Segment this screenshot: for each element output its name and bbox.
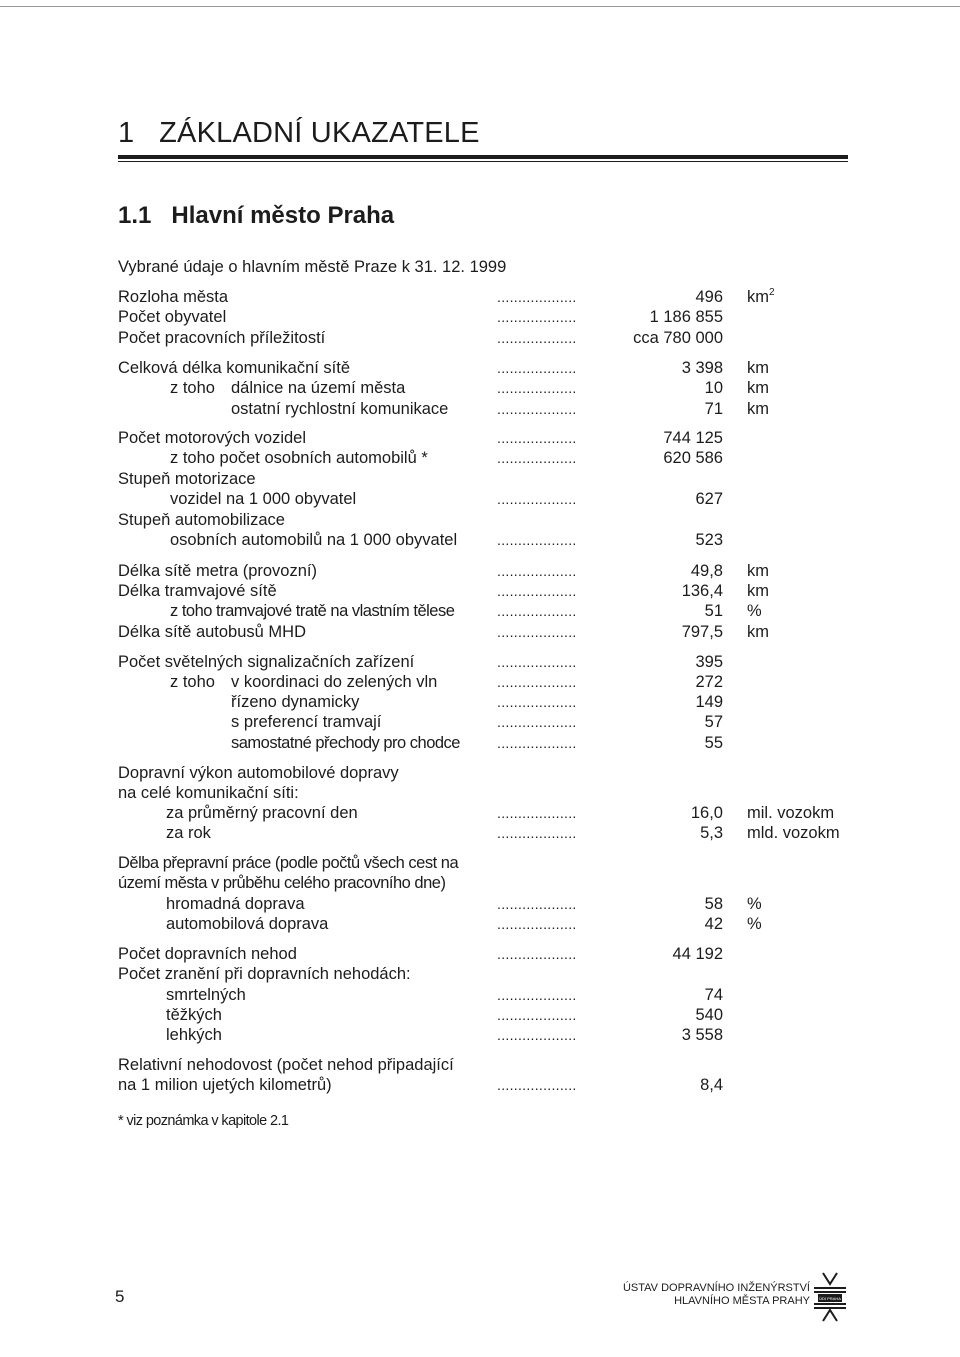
logo-text: ÚDI PRAHA [819,1296,841,1301]
leader-dots: ................... [497,491,577,507]
indicator-row [0,803,960,824]
indicator-row [0,672,960,693]
indicator-row [0,1025,960,1046]
title-rule-thin [118,161,848,162]
indicator-row [0,328,960,349]
indicator-label: Stupeň motorizace [118,470,256,488]
indicator-label: za rok [166,824,211,842]
indicator-label: z toho [170,379,215,397]
indicator-row [0,652,960,673]
indicator-heading [0,783,960,804]
leader-dots: ................... [497,401,577,417]
indicator-label: na 1 milion ujetých kilometrů) [118,1076,332,1094]
indicator-row [0,601,960,622]
indicator-heading [0,763,960,784]
indicator-label: vozidel na 1 000 obyvatel [170,490,357,508]
section-title: 1.1 Hlavní město Praha [118,202,395,229]
title-rule-thick [118,155,848,159]
indicator-label: Dělba přepravní práce (podle počtů všech cest na [118,854,459,872]
leader-dots: ................... [497,430,577,446]
organization-name: ÚSTAV DOPRAVNÍHO INŽENÝRSTVÍ [622,1282,810,1294]
indicator-value: 149 [695,693,723,711]
indicator-row [0,307,960,328]
leader-dots: ................... [497,1007,577,1023]
leader-dots: ................... [497,563,577,579]
indicator-value: 744 125 [663,429,723,447]
leader-dots: ................... [497,916,577,932]
leader-dots: ................... [497,896,577,912]
indicator-row [0,692,960,713]
indicator-value: 523 [695,531,723,549]
indicator-row [0,561,960,582]
indicator-value: cca 780 000 [633,329,723,347]
indicator-heading [0,873,960,894]
indicator-value: 8,4 [700,1076,723,1094]
indicator-label: Relativní nehodovost (počet nehod připadající [118,1056,454,1074]
indicator-label: z toho tramvajové tratě na vlastním tělese [170,602,455,620]
indicator-label: Počet pracovních příležitostí [118,329,326,347]
indicator-row [0,1005,960,1026]
indicator-label: za průměrný pracovní den [166,804,358,822]
indicator-label: na celé komunikační síti: [118,784,299,802]
indicator-value: 272 [695,673,723,691]
indicator-label: Počet dopravních nehod [118,945,297,963]
indicator-row [0,712,960,733]
indicator-row [0,733,960,754]
organization-name-line2: HLAVNÍHO MĚSTA PRAHY [674,1295,810,1307]
leader-dots: ................... [497,624,577,640]
indicator-label: území města v průběhu celého pracovního dne) [118,874,446,892]
leader-dots: ................... [497,825,577,841]
indicator-value: 1 186 855 [649,308,723,326]
indicator-value: 51 [704,602,723,620]
leader-dots: ................... [497,309,577,325]
indicator-value: 16,0 [690,804,723,822]
indicator-value: 49,8 [690,562,723,580]
indicator-value: 57 [704,713,723,731]
udi-logo-icon [812,1268,848,1324]
indicator-label: s preferencí tramvají [231,713,382,731]
indicator-unit: mil. vozokm [747,804,835,822]
leader-dots: ................... [497,987,577,1003]
indicator-value: 540 [695,1006,723,1024]
table-caption: Vybrané údaje o hlavním městě Praze k 31. 12. 1999 [118,258,507,276]
indicator-label: z toho [170,673,215,691]
indicator-unit: km [747,582,769,600]
indicator-label: ostatní rychlostní komunikace [231,400,449,418]
indicator-heading [0,964,960,985]
footnote: * viz poznámka v kapitole 2.1 [118,1113,289,1129]
indicator-value: 395 [695,653,723,671]
indicator-label: Dopravní výkon automobilové dopravy [118,764,399,782]
indicator-row [0,985,960,1006]
indicator-row [0,894,960,915]
indicator-label: osobních automobilů na 1 000 obyvatel [170,531,458,549]
indicator-heading [0,853,960,874]
leader-dots: ................... [497,603,577,619]
top-edge-rule [0,6,960,7]
indicator-label: Stupeň automobilizace [118,511,285,529]
indicator-unit: km [747,562,769,580]
indicator-label: automobilová doprava [166,915,329,933]
indicator-heading [0,1055,960,1076]
indicator-value: 74 [704,986,723,1004]
indicator-value: 5,3 [700,824,723,842]
leader-dots: ................... [497,946,577,962]
indicator-row [0,378,960,399]
indicator-row [0,428,960,449]
indicator-label: lehkých [166,1026,222,1044]
indicator-value: 58 [704,895,723,913]
indicator-value: 10 [704,379,723,397]
leader-dots: ................... [497,1027,577,1043]
leader-dots: ................... [497,380,577,396]
indicator-heading [0,469,960,490]
indicator-value: 620 586 [663,449,723,467]
leader-dots: ................... [497,450,577,466]
leader-dots: ................... [497,694,577,710]
indicator-unit: km [747,623,769,641]
indicator-sublabel: v koordinaci do zelených vln [231,673,438,691]
indicator-row [0,358,960,379]
leader-dots: ................... [497,1077,577,1093]
leader-dots: ................... [497,735,577,751]
indicator-label: Počet motorových vozidel [118,429,307,447]
indicator-unit: km [747,379,769,397]
indicator-unit: $km^2$ [747,287,775,306]
indicator-row [0,914,960,935]
indicator-value: 627 [695,490,723,508]
indicator-row [0,448,960,469]
leader-dots: ................... [497,714,577,730]
indicator-label: Rozloha města [118,288,229,306]
indicator-value: 136,4 [681,582,723,600]
indicator-row [0,944,960,965]
indicator-heading [0,510,960,531]
indicator-label: hromadná doprava [166,895,305,913]
indicator-row [0,489,960,510]
indicator-label: Délka sítě metra (provozní) [118,562,317,580]
indicator-label: samostatné přechody pro chodce [231,734,460,752]
indicator-label: Délka tramvajové sítě [118,582,277,600]
indicator-value: 42 [704,915,723,933]
indicator-label: Celková délka komunikační sítě [118,359,351,377]
leader-dots: ................... [497,330,577,346]
indicator-row [0,622,960,643]
indicator-value: 3 558 [681,1026,723,1044]
leader-dots: ................... [497,532,577,548]
leader-dots: ................... [497,654,577,670]
leader-dots: ................... [497,805,577,821]
indicator-unit: % [747,915,762,933]
indicator-label: Délka sítě autobusů MHD [118,623,307,641]
leader-dots: ................... [497,360,577,376]
indicator-value: 71 [704,400,723,418]
indicator-unit: km [747,359,769,377]
indicator-value: 496 [695,288,723,306]
indicator-label: Počet zranění při dopravních nehodách: [118,965,411,983]
indicator-label: z toho počet osobních automobilů * [170,449,428,467]
indicator-row [0,823,960,844]
leader-dots: ................... [497,583,577,599]
indicator-unit: % [747,602,762,620]
indicator-value: 797,5 [681,623,723,641]
indicator-row [0,399,960,420]
indicator-row [0,287,960,308]
indicator-label: smrtelných [166,986,246,1004]
indicator-unit: km [747,400,769,418]
indicator-sublabel: dálnice na území města [231,379,406,397]
indicator-value: 44 192 [672,945,723,963]
indicator-value: 3 398 [681,359,723,377]
chapter-title: 1 ZÁKLADNÍ UKAZATELE [118,117,480,149]
indicator-label: Počet světelných signalizačních zařízení [118,653,415,671]
indicator-label: Počet obyvatel [118,308,227,326]
indicator-label: těžkých [166,1006,222,1024]
indicator-unit: % [747,895,762,913]
leader-dots: ................... [497,289,577,305]
leader-dots: ................... [497,674,577,690]
indicator-unit: mld. vozokm [747,824,840,842]
indicator-row [0,530,960,551]
indicator-value: 55 [704,734,723,752]
indicator-row [0,1075,960,1096]
page-number: 5 [115,1287,125,1306]
indicator-label: řízeno dynamicky [231,693,360,711]
indicator-row [0,581,960,602]
